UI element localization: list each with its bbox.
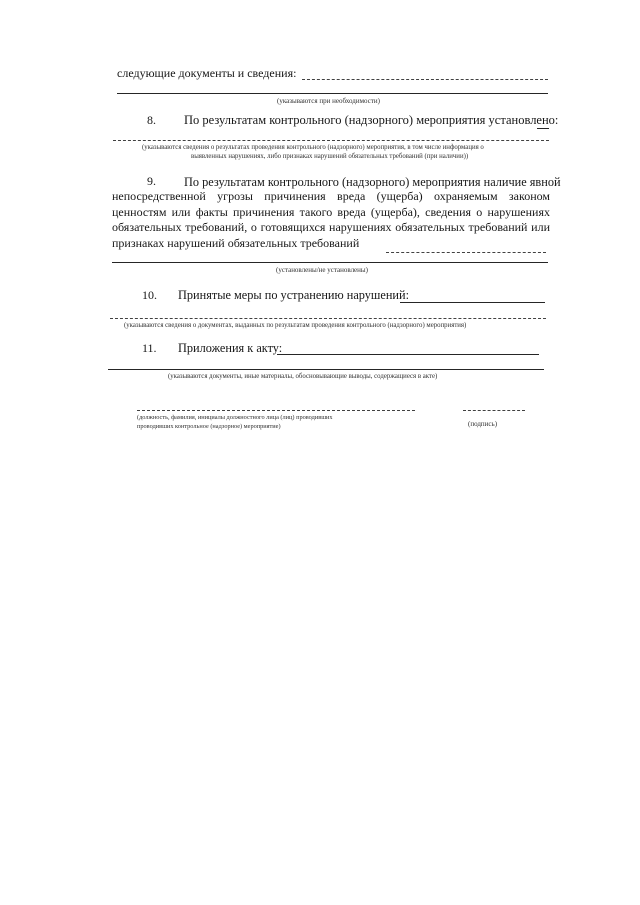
section-9-fill-line	[386, 252, 546, 253]
section-9-underline	[112, 262, 548, 263]
section-9-text-body: непосредственной угрозы причинения вреда (ущерба) охраняемым законом ценностям или факты причинения такого вреда (ущерба), сведения о нарушениях обязательных требований, о готовящихся нарушениях обязательных требований или признаках нарушений обязательных требований	[112, 189, 550, 250]
intro-underline	[117, 93, 548, 94]
section-10-text: Принятые меры по устранению нарушений:	[178, 288, 409, 302]
section-11-text: Приложения к акту:	[178, 341, 283, 355]
section-11-fill-line	[277, 354, 539, 355]
section-9-text-first: По результатам контрольного (надзорного) мероприятия наличие явной	[184, 175, 561, 189]
signature-sign-line	[463, 410, 525, 411]
intro-fill-line	[302, 79, 548, 80]
section-10-underline	[110, 318, 546, 319]
intro-line-text: следующие документы и сведения:	[117, 66, 297, 80]
section-10-caption: (указываются сведения о документах, выданных по результатам проведения контрольного (надзорного) мероприятия)	[124, 322, 467, 329]
signature-caption-left-line2: проводивших контрольное (надзорное) мероприятие)	[137, 423, 281, 430]
section-10-number: 10.	[142, 288, 157, 302]
section-11-number: 11.	[142, 341, 157, 355]
section-10-fill-line	[400, 302, 545, 303]
signature-name-line	[137, 410, 415, 411]
signature-caption-left-line1: (должность, фамилия, инициалы должностного лица (лиц) проводивших	[137, 414, 333, 421]
section-11-underline	[108, 369, 544, 370]
section-8-fill-line	[537, 128, 549, 129]
section-8-caption-line2: выявленных нарушениях, либо признаках нарушений обязательных требований (при наличии))	[191, 153, 469, 160]
section-8-caption-line1: (указываются сведения о результатах проведения контрольного (надзорного) мероприятия, в том числе информация о	[142, 144, 484, 151]
signature-caption-right: (подпись)	[468, 420, 498, 428]
section-11-caption: (указываются документы, иные материалы, обосновывающие выводы, содержащиеся в акте)	[168, 373, 438, 380]
intro-caption: (указываются при необходимости)	[277, 97, 380, 105]
section-8-number: 8.	[147, 113, 156, 127]
section-9-number: 9.	[147, 174, 156, 188]
section-8-underline	[113, 140, 549, 141]
section-8-text: По результатам контрольного (надзорного) мероприятия установлено:	[184, 113, 559, 127]
section-9-caption: (установлены/не установлены)	[276, 266, 368, 274]
